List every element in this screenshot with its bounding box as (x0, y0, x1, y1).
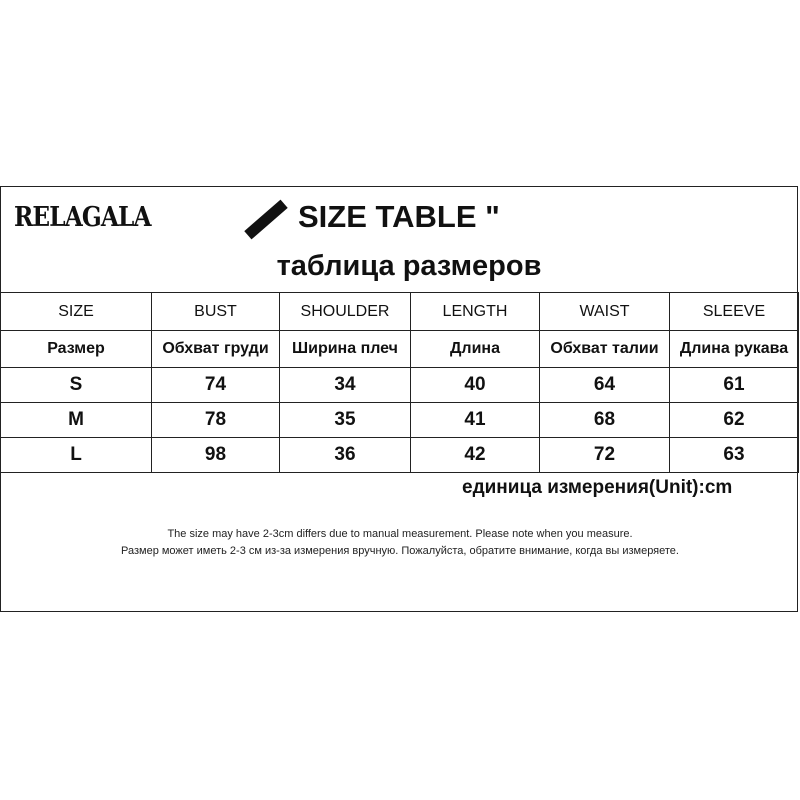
size-table (0, 292, 799, 473)
measurement-note-ru: Размер может иметь 2-3 см из-за измерения вручную. Пожалуйста, обратите внимание, когда вы измеряете. (121, 545, 679, 557)
header-cell: LENGTH (411, 293, 540, 331)
shoulder-cell: 36 (280, 438, 411, 473)
header-row-en (1, 293, 799, 331)
shoulder-cell: 34 (280, 368, 411, 403)
waist-cell: 64 (540, 368, 670, 403)
header-cell: Обхват талии (540, 331, 670, 368)
sleeve-cell: 63 (670, 438, 799, 473)
bust-cell: 78 (152, 403, 280, 438)
table-row (1, 403, 799, 438)
header-cell: Длина рукава (670, 331, 799, 368)
header-cell: Ширина плеч (280, 331, 411, 368)
header-cell: SLEEVE (670, 293, 799, 331)
unit-note: единица измерения(Unit):cm (462, 477, 733, 498)
page-title: SIZE TABLE " (298, 199, 500, 234)
length-cell: 40 (411, 368, 540, 403)
waist-cell: 72 (540, 438, 670, 473)
header-cell: SHOULDER (280, 293, 411, 331)
bust-cell: 74 (152, 368, 280, 403)
length-cell: 41 (411, 403, 540, 438)
header-cell: SIZE (1, 293, 152, 331)
sleeve-cell: 61 (670, 368, 799, 403)
header-cell: Обхват груди (152, 331, 280, 368)
table-row (1, 368, 799, 403)
header-cell: Длина (411, 331, 540, 368)
size-cell: M (1, 403, 152, 438)
header-cell: BUST (152, 293, 280, 331)
page-subtitle: таблица размеров (276, 250, 542, 282)
length-cell: 42 (411, 438, 540, 473)
brand-logo: RELAGALA (14, 202, 151, 233)
size-cell: L (1, 438, 152, 473)
header-cell: Размер (1, 331, 152, 368)
measurement-note-en: The size may have 2-3cm differs due to manual measurement. Please note when you measure. (167, 528, 633, 540)
table-row (1, 438, 799, 473)
sleeve-cell: 62 (670, 403, 799, 438)
header-row-ru (1, 331, 799, 368)
bust-cell: 98 (152, 438, 280, 473)
size-cell: S (1, 368, 152, 403)
shoulder-cell: 35 (280, 403, 411, 438)
header-cell: WAIST (540, 293, 670, 331)
waist-cell: 68 (540, 403, 670, 438)
